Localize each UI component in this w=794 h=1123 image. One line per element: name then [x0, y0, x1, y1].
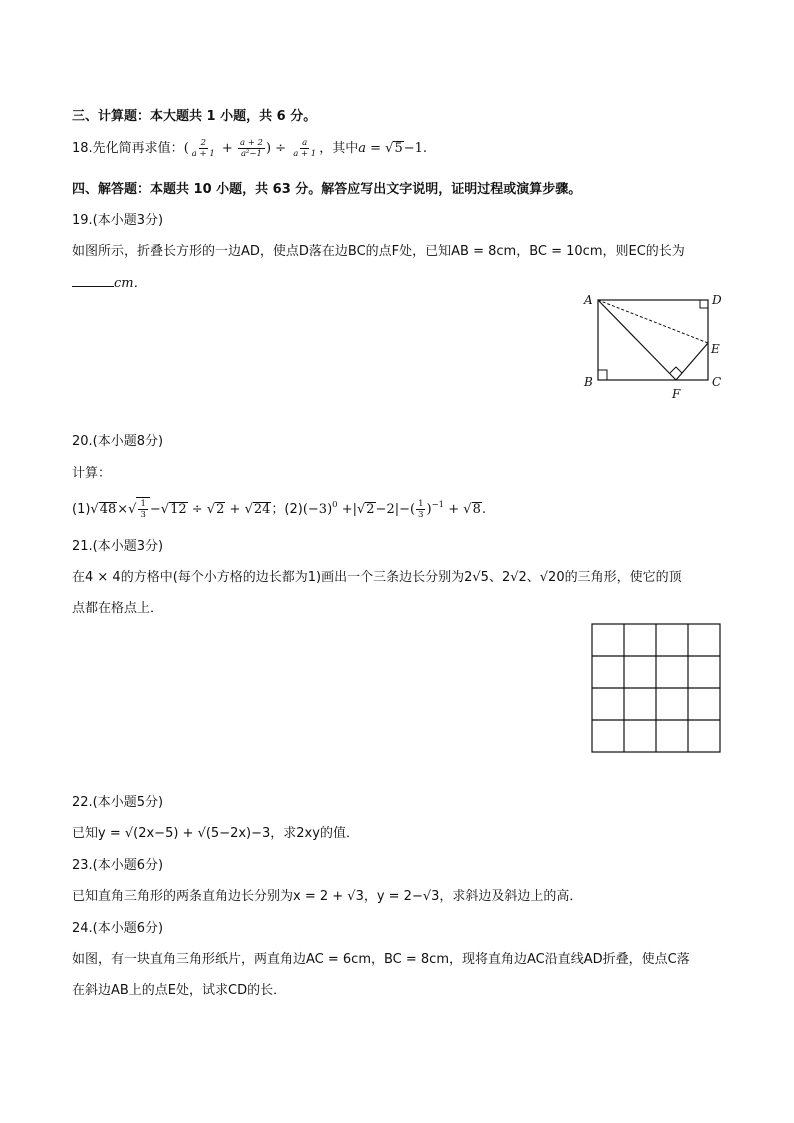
- rectangle-abcd: [598, 300, 708, 380]
- label-b: B: [584, 375, 593, 389]
- q22-text: 已知y = √(2x−5) + √(5−2x)−3，求2xy的值．: [72, 826, 359, 841]
- label-c: C: [712, 375, 722, 389]
- q24-header: 24.(本小题6分): [72, 921, 164, 936]
- q23-header: 23.(本小题6分): [72, 858, 164, 873]
- label-d: D: [712, 293, 722, 307]
- segment-fe: [676, 343, 708, 380]
- q23-text: 已知直角三角形的两条直角边长分别为x = 2 + √3，y = 2−√3，求斜边及斜边上的高．: [72, 889, 583, 904]
- q21-text: 在4 × 4的方格中(每个小方格的边长都为1)画出一个三条边长分别为2√5、2√2、√20的三角形，使它的顶: [72, 570, 682, 585]
- q18-tail: ，其中: [319, 141, 359, 156]
- answer-blank[interactable]: [72, 274, 114, 287]
- label-f: F: [672, 387, 681, 400]
- q19-answer-line: cm．: [72, 272, 147, 291]
- q21-text-2: 点都在格点上．: [72, 601, 164, 616]
- right-angle-b: [598, 370, 607, 380]
- q21-grid: [590, 622, 722, 754]
- q20-intro: 计算：: [72, 466, 112, 481]
- q24-text-1: 如图，有一块直角三角形纸片，两直角边AC = 6cm，BC = 8cm，现将直角边AC沿直线AD折叠，使点C落: [72, 952, 690, 967]
- right-angle-d: [700, 300, 708, 308]
- q20-header: 20.(本小题8分): [72, 434, 164, 449]
- q20-expression: (1)√48×√ $\frac{1}{3}$ −√12 ÷ √2 + √24；$(2)(-3)^0 +|√2-2|-$( $\frac{1}{3}$ )$^{-1}$ + √8.: [72, 499, 486, 520]
- q22-header: 22.(本小题5分): [72, 795, 164, 810]
- right-angle-f: [670, 367, 682, 373]
- q24-text-2: 在斜边AB上的点E处，试求CD的长．: [72, 983, 287, 998]
- q19-header: 19.(本小题3分): [72, 213, 164, 228]
- q19-figure: [576, 288, 736, 400]
- label-e: E: [711, 342, 720, 356]
- fold-line-ae: [598, 300, 708, 343]
- q21-header: 21.(本小题3分): [72, 539, 164, 554]
- section-3-title: 三、计算题：本大题共 1 小题，共 6 分。: [72, 109, 317, 124]
- section-4-title: 四、解答题：本题共 10 小题，共 63 分。解答应写出文字说明，证明过程或演算步骤。: [72, 182, 582, 197]
- q18-prefix: 18.先化简再求值：: [72, 141, 184, 156]
- q19-text: 如图所示，折叠长方形的一边AD，使点D落在边BC的点F处，已知AB = 8cm，BC = 10cm，则EC的长为: [72, 244, 685, 259]
- question-18: 18.先化简再求值：( $\frac{2}{a + 1}$ + $\frac{a + 2}{\text{a²−1}}$ ) ÷ $\frac{a}{a + 1}$ ，其中a = √5−1.: [72, 138, 428, 159]
- segment-af: [598, 300, 676, 380]
- label-a: A: [584, 293, 593, 307]
